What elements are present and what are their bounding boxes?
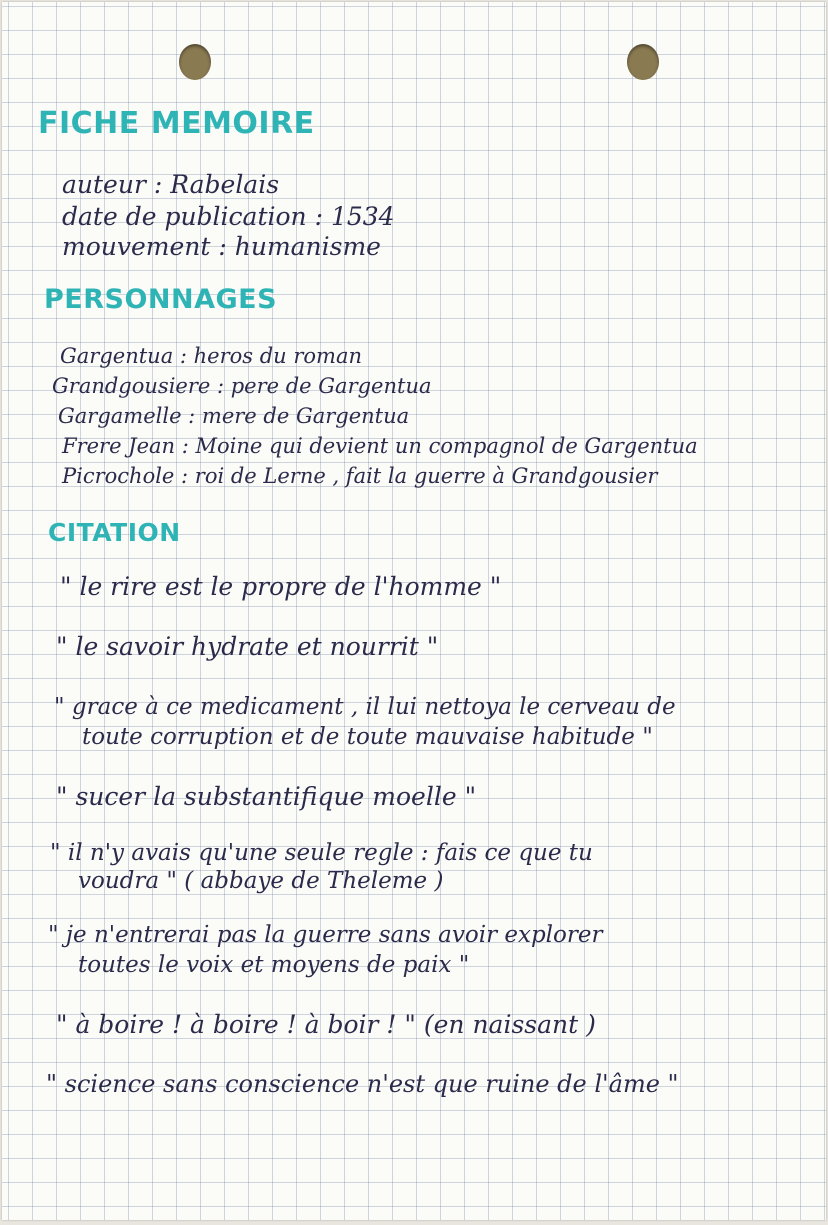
author-line: auteur : Rabelais [62,170,280,199]
punch-hole-right [627,44,659,80]
character-item: Picrochole : roi de Lerne , fait la guerre à Grandgousier [62,464,658,488]
character-item: Frere Jean : Moine qui devient un compagnol de Gargentua [62,434,698,458]
quote-line: toute corruption et de toute mauvaise habitude " [82,724,653,750]
quote-line: " je n'entrerai pas la guerre sans avoir explorer [48,922,603,948]
date-line: date de publication : 1534 [62,202,395,231]
quote-line: toutes le voix et moyens de paix " [78,952,470,978]
page-title: FICHE MEMOIRE [38,106,315,141]
notebook-page [2,2,826,1220]
quote-line: " grace à ce medicament , il lui nettoya le cerveau de [54,694,676,720]
quote-line: voudra " ( abbaye de Theleme ) [78,868,444,894]
quote-line: " science sans conscience n'est que ruine de l'âme " [46,1070,679,1098]
quote-line: " le rire est le propre de l'homme " [60,572,502,601]
quote-line: " le savoir hydrate et nourrit " [56,632,439,661]
character-item: Gargamelle : mere de Gargentua [58,404,410,428]
quote-line: " sucer la substantifique moelle " [56,782,477,811]
characters-heading: PERSONNAGES [44,284,278,315]
quote-line: " à boire ! à boire ! à boir ! " (en naissant ) [56,1010,596,1039]
movement-line: mouvement : humanisme [62,232,381,261]
quotes-heading: CITATION [48,518,181,547]
quote-line: " il n'y avais qu'une seule regle : fais ce que tu [50,840,593,866]
character-item: Grandgousiere : pere de Gargentua [52,374,432,398]
character-item: Gargentua : heros du roman [60,344,363,368]
punch-hole-left [179,44,211,80]
